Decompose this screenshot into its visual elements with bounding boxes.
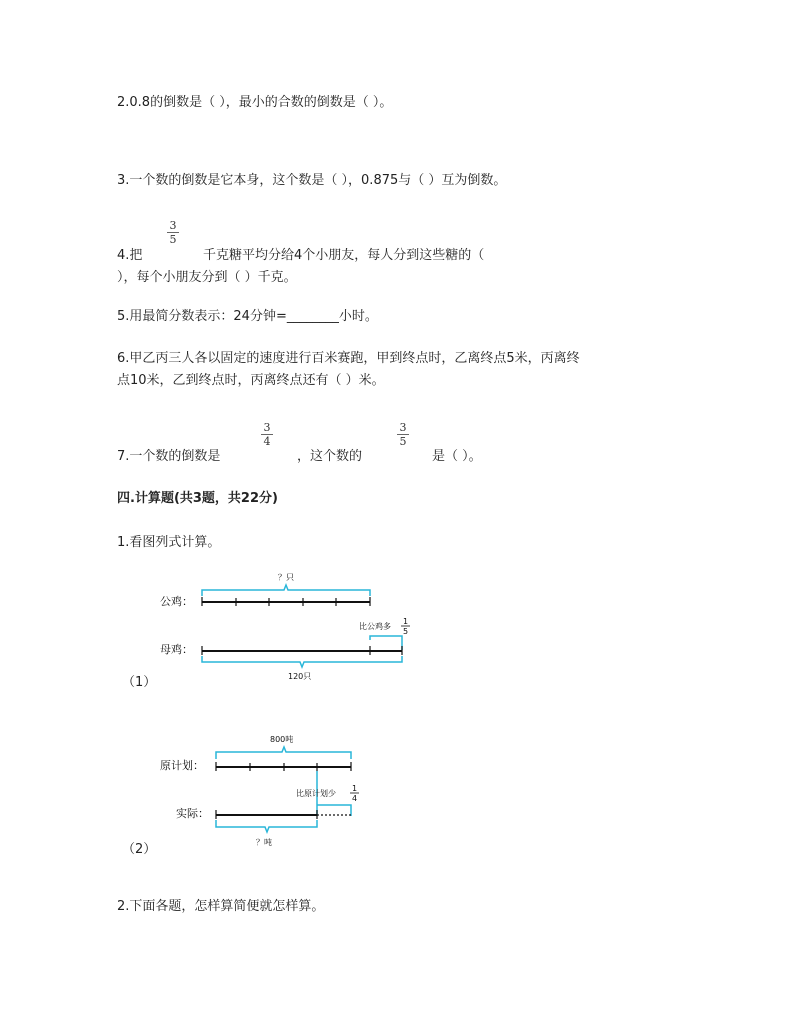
question-7-part-1: 7.一个数的倒数是 <box>117 449 221 464</box>
bottom-label: ？吨 <box>256 838 272 847</box>
question-2: 2.0.8的倒数是（ ），最小的合数的倒数是（ ）。 <box>117 95 393 110</box>
question-4-line-2: ），每个小朋友分到（ ）千克。 <box>117 270 297 285</box>
fraction-denominator: 5 <box>169 233 177 246</box>
note-bracket <box>317 805 351 816</box>
question-4-line-1: 千克糖平均分给4个小朋友，每人分到这些糖的（ <box>203 248 485 263</box>
question-7-part-3: 是（ ）。 <box>432 449 482 464</box>
question-3: 3.一个数的倒数是它本身，这个数是（ ），0.875与（ ）互为倒数。 <box>117 173 507 188</box>
row-1-label: 公鸡： <box>160 595 193 608</box>
note-fraction-numerator: 1 <box>403 617 409 626</box>
top-label: 800吨 <box>270 735 294 744</box>
note-text: 比公鸡多 <box>359 622 391 631</box>
row-2-label: 实际： <box>176 807 209 820</box>
calc-question-2: 2.下面各题，怎样算简便就怎样算。 <box>117 899 325 914</box>
diagram-2-caption: （2） <box>122 842 157 857</box>
question-6-line-1: 6.甲乙丙三人各以固定的速度进行百米赛跑，甲到终点时，乙离终点5米，丙离终 <box>117 351 580 366</box>
bottom-brace <box>216 820 317 832</box>
top-label: ？只 <box>278 573 294 582</box>
row-1-label: 原计划： <box>160 759 204 772</box>
fraction-denominator: 4 <box>263 435 271 448</box>
question-4-prefix: 4.把 <box>117 248 143 263</box>
question-7-part-2: ，这个数的 <box>297 449 363 464</box>
row-2-label: 母鸡： <box>160 643 193 656</box>
question-6-line-2: 点10米，乙到终点时，丙离终点还有（ ）米。 <box>117 373 385 388</box>
top-brace <box>216 747 351 759</box>
note-text: 比原计划少 <box>296 789 336 798</box>
diagram-1-caption: （1） <box>122 675 157 690</box>
note-fraction-denominator: 5 <box>403 627 409 636</box>
calc-question-1: 1.看图列式计算。 <box>117 535 221 550</box>
fraction-numerator: 3 <box>263 421 271 434</box>
fraction-denominator: 5 <box>399 435 407 448</box>
note-fraction-denominator: 4 <box>352 794 358 803</box>
bottom-label: 120只 <box>288 672 312 681</box>
fraction-numerator: 3 <box>399 421 407 434</box>
fraction-numerator: 3 <box>169 219 177 232</box>
section-title: 四.计算题(共3题，共22分) <box>117 491 278 506</box>
question-5: 5.用最简分数表示：24分钟=________小时。 <box>117 309 378 324</box>
note-fraction-numerator: 1 <box>352 784 358 793</box>
